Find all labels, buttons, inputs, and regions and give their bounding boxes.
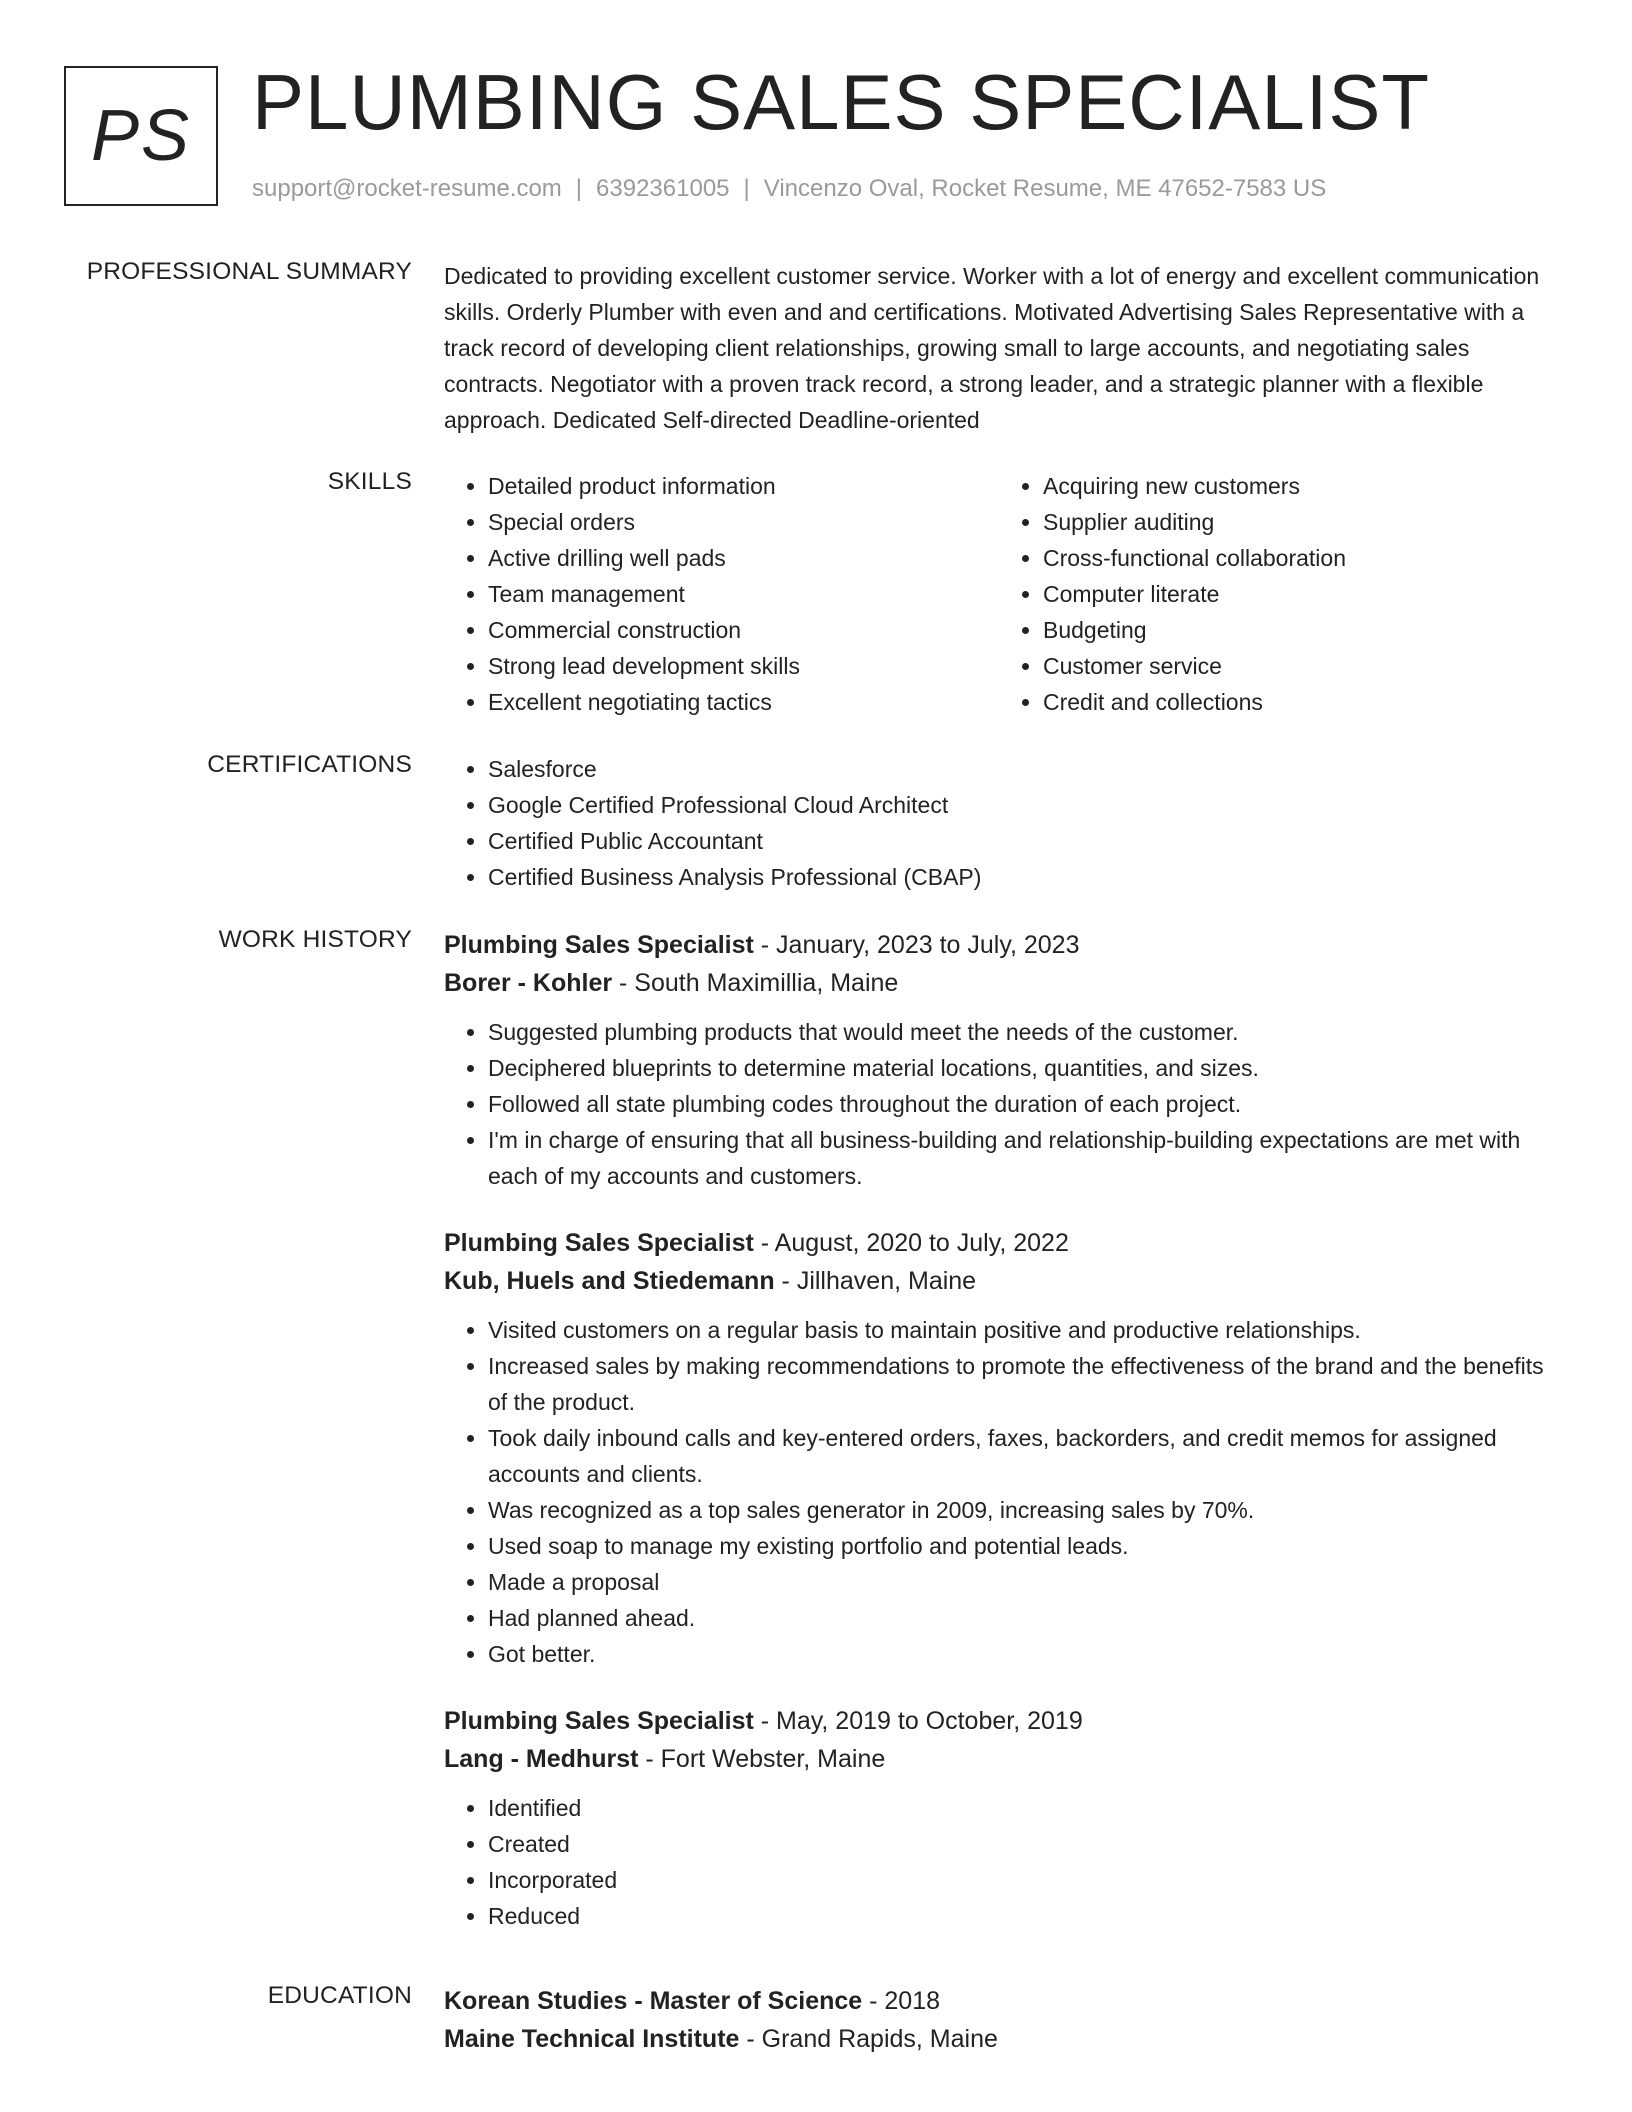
- job-entry: [444, 1702, 1554, 1934]
- job-title: Plumbing Sales Specialist: [444, 1229, 754, 1257]
- job-bullet: • Created: [488, 1826, 1554, 1862]
- skill-item: • Acquiring new customers: [1043, 468, 1554, 504]
- certification-item: • Certified Public Accountant: [488, 823, 1554, 859]
- contact-phone: 6392361005: [596, 175, 730, 202]
- section-label-work-history: WORK HISTORY: [218, 926, 412, 953]
- skill-item: • Computer literate: [1043, 576, 1554, 612]
- job-bullet: • Made a proposal: [488, 1564, 1554, 1600]
- job-entry: [444, 926, 1554, 1194]
- skill-item: • Cross-functional collaboration: [1043, 540, 1554, 576]
- job-company-line: [444, 1740, 1554, 1778]
- skill-item: • Budgeting: [1043, 612, 1554, 648]
- skill-item: • Team management: [488, 576, 999, 612]
- skill-item: • Credit and collections: [1043, 684, 1554, 720]
- skill-item: • Special orders: [488, 504, 999, 540]
- monogram-box: PS: [64, 66, 218, 206]
- education-degree-line: [444, 1982, 1554, 2020]
- skill-item: • Supplier auditing: [1043, 504, 1554, 540]
- contact-line: [252, 174, 1326, 204]
- job-company: Lang - Medhurst: [444, 1745, 639, 1773]
- job-bullet: • Got better.: [488, 1636, 1554, 1672]
- education-location: - Grand Rapids, Maine: [739, 2025, 998, 2053]
- job-bullets: [444, 1014, 1554, 1194]
- skill-item: • Strong lead development skills: [488, 648, 999, 684]
- job-bullet: • Increased sales by making recommendations to promote the effectiveness of the brand and the benefits of the product.: [488, 1348, 1554, 1420]
- job-bullet: • Was recognized as a top sales generator in 2009, increasing sales by 70%.: [488, 1492, 1554, 1528]
- certification-item: • Google Certified Professional Cloud Architect: [488, 787, 1554, 823]
- education-school: Maine Technical Institute: [444, 2025, 740, 2053]
- job-dates: - May, 2019 to October, 2019: [753, 1707, 1083, 1735]
- job-entry: [444, 1224, 1554, 1672]
- section-label-summary: PROFESSIONAL SUMMARY: [86, 258, 412, 285]
- certification-item: • Certified Business Analysis Professional (CBAP): [488, 859, 1554, 895]
- section-label-education: EDUCATION: [267, 1982, 412, 2009]
- job-dates: - August, 2020 to July, 2022: [753, 1229, 1069, 1257]
- job-company-line: [444, 964, 1554, 1002]
- skill-item: • Commercial construction: [488, 612, 999, 648]
- job-company: Borer - Kohler: [444, 969, 613, 997]
- summary-text: Dedicated to providing excellent customer service. Worker with a lot of energy and excellent communication skills. Orderly Plumber with even and and certifications. Motivated Advertising Sales Representative with a track record of developing client relationships, growing small to large accounts, and negotiating sales contracts. Negotiator with a proven track record, a strong leader, and a strategic planner with a flexible approach. Dedicated Self-directed Deadline-oriented: [444, 263, 1540, 433]
- job-bullet: • Visited customers on a regular basis to maintain positive and productive relationships.: [488, 1312, 1554, 1348]
- job-company-line: [444, 1262, 1554, 1300]
- section-label-certifications: CERTIFICATIONS: [207, 751, 412, 778]
- job-bullet: • Followed all state plumbing codes throughout the duration of each project.: [488, 1086, 1554, 1122]
- education-degree: Korean Studies - Master of Science: [444, 1987, 863, 2015]
- job-title-line: [444, 1702, 1554, 1740]
- job-bullet: • Used soap to manage my existing portfolio and potential leads.: [488, 1528, 1554, 1564]
- job-bullet: • Suggested plumbing products that would meet the needs of the customer.: [488, 1014, 1554, 1050]
- job-title: Plumbing Sales Specialist: [444, 931, 754, 959]
- skill-item: • Active drilling well pads: [488, 540, 999, 576]
- job-bullet: • Reduced: [488, 1898, 1554, 1934]
- job-bullet: • Deciphered blueprints to determine material locations, quantities, and sizes.: [488, 1050, 1554, 1086]
- education-year: - 2018: [862, 1987, 941, 2015]
- job-bullet: • Took daily inbound calls and key-entered orders, faxes, backorders, and credit memos for assigned accounts and clients.: [488, 1420, 1554, 1492]
- skills-list-right: [999, 468, 1554, 720]
- contact-separator: |: [743, 175, 750, 202]
- certifications-list: [444, 751, 1554, 895]
- job-title-line: [444, 1224, 1554, 1262]
- job-title-line: [444, 926, 1554, 964]
- skill-item: • Excellent negotiating tactics: [488, 684, 999, 720]
- contact-separator: |: [575, 175, 583, 202]
- page-title: PLUMBING SALES SPECIALIST: [252, 58, 1431, 146]
- education-school-line: [444, 2020, 1554, 2058]
- job-location: - South Maximillia, Maine: [612, 969, 899, 997]
- job-location: - Jillhaven, Maine: [774, 1267, 977, 1295]
- job-title: Plumbing Sales Specialist: [444, 1707, 754, 1735]
- contact-address: Vincenzo Oval, Rocket Resume, ME 47652-7583 US: [763, 175, 1327, 202]
- contact-email: support@rocket-resume.com: [252, 175, 562, 202]
- section-label-skills: SKILLS: [327, 468, 412, 495]
- job-bullet: • Identified: [488, 1790, 1554, 1826]
- job-bullet: • Incorporated: [488, 1862, 1554, 1898]
- job-bullets: [444, 1312, 1554, 1672]
- job-bullets: [444, 1790, 1554, 1934]
- skill-item: • Detailed product information: [488, 468, 999, 504]
- skill-item: • Customer service: [1043, 648, 1554, 684]
- job-bullet: • Had planned ahead.: [488, 1600, 1554, 1636]
- certification-item: • Salesforce: [488, 751, 1554, 787]
- job-company: Kub, Huels and Stiedemann: [444, 1267, 775, 1295]
- job-bullet: • I'm in charge of ensuring that all business-building and relationship-building expectations are met with each of my accounts and customers.: [488, 1122, 1554, 1194]
- skills-list-left: [444, 468, 999, 720]
- job-dates: - January, 2023 to July, 2023: [753, 931, 1080, 959]
- job-location: - Fort Webster, Maine: [638, 1745, 886, 1773]
